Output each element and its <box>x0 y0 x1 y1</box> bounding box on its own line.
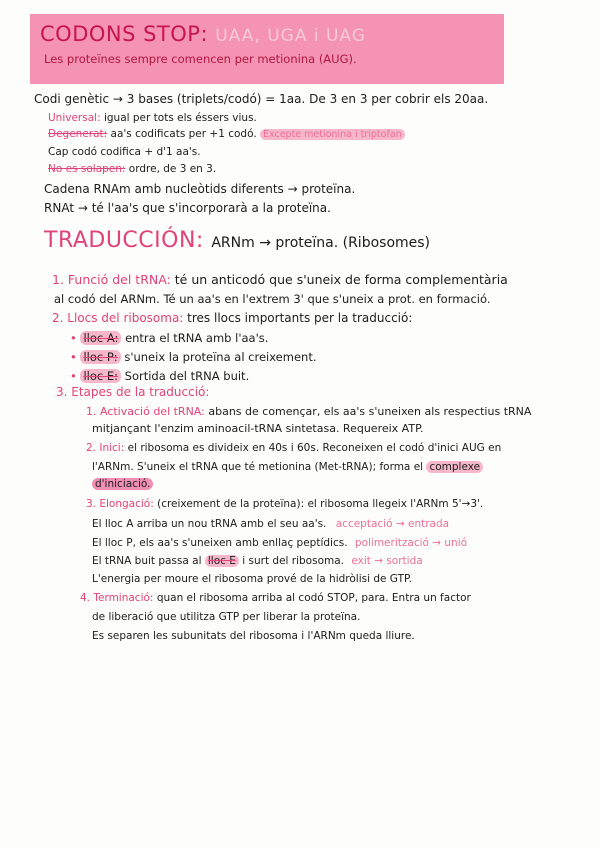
cadena-line: Cadena RNAm amb nucleòtids diferents → proteïna. <box>44 182 356 196</box>
solapen-line <box>48 163 216 176</box>
degenerat-label: Degenerat: <box>48 128 108 140</box>
s2-line <box>52 311 412 326</box>
title-banner <box>30 14 504 84</box>
s2-label: 2. Llocs del ribosoma: <box>52 311 184 325</box>
banner-title-text: CODONS STOP: <box>40 22 209 46</box>
inici-text1: el ribosoma es divideix en 40s i 60s. Reconeixen el codó d'inici AUG en <box>127 442 502 454</box>
solapen-label: No es solapen: <box>48 163 126 175</box>
s1-line2: al codó del ARNm. Té un aa's en l'extrem 3' que s'uneix a prot. en formació. <box>54 292 491 306</box>
lloc-e-text: Sortida del tRNA buit. <box>124 369 250 383</box>
elongacio-label: 3. Elongació: <box>86 498 154 510</box>
lloc-p-text: s'uneix la proteïna al creixement. <box>124 350 317 364</box>
traduccio-rest: ARNm → proteïna. (Ribosomes) <box>211 235 431 251</box>
lloc-a-text: entra el tRNA amb l'aa's. <box>125 331 269 345</box>
traduccio-heading <box>44 228 430 253</box>
activacio-label: 1. Activació del tRNA: <box>86 405 205 418</box>
bullet-icon: • <box>70 331 77 345</box>
codi-line: Codi genètic → 3 bases (triplets/codó) = 1aa. De 3 en 3 per cobrir els 20aa. <box>34 92 489 106</box>
lloc-p-label: lloc P: <box>80 350 120 364</box>
elongacio-e-note: exit → sortida <box>351 555 423 567</box>
s1-line1 <box>52 272 508 288</box>
inici-text2: l'ARNm. S'uneix el tRNA que té metionina (Met-tRNA); forma el <box>92 461 424 473</box>
lloc-e-label: lloc E: <box>80 369 121 383</box>
terminacio-line1 <box>80 592 471 605</box>
elongacio-e-post: i surt del ribosoma. <box>242 555 344 567</box>
inici-iniciacio: d'iniciació. <box>92 478 153 490</box>
degenerat-note: Excepte metionina i triptofan <box>260 129 405 140</box>
lloc-p-line <box>70 350 317 364</box>
elongacio-a-note: acceptació → entrada <box>335 518 450 530</box>
elongacio-energia: L'energia per moure el ribosoma prové de la hidròlisi de GTP. <box>92 573 413 585</box>
degenerat-text: aa's codificats per +1 codó. <box>110 128 257 140</box>
elongacio-e-lloc: lloc E <box>205 555 239 567</box>
s1-label: 1. Funció del tRNA: <box>52 272 171 287</box>
solapen-text: ordre, de 3 en 3. <box>128 163 217 175</box>
universal-text: igual per tots els éssers vius. <box>103 112 257 124</box>
activacio-line1 <box>86 405 531 419</box>
s1-text1: té un anticodó que s'uneix de forma complementària <box>174 272 508 287</box>
lloc-a-line <box>70 331 268 345</box>
terminacio-text1: quan el ribosoma arriba al codó STOP, para. Entra un factor <box>156 592 471 604</box>
elongacio-lloc-p <box>92 537 467 550</box>
elongacio-a-text: El lloc A arriba un nou tRNA amb el seu aa's. <box>92 518 327 530</box>
elongacio-line1 <box>86 498 483 511</box>
bullet-icon: • <box>70 369 77 383</box>
elongacio-e-pre: El tRNA buit passa al <box>92 555 202 567</box>
elongacio-p-note: polimerització → unió <box>354 537 468 549</box>
activacio-text1: abans de començar, els aa's s'uneixen als respectius tRNA <box>208 405 532 418</box>
bullet-icon: • <box>70 350 77 364</box>
cap-line: Cap codó codifica + d'1 aa's. <box>48 146 201 158</box>
banner-subtitle: Les proteïnes sempre comencen per metionina (AUG). <box>44 52 357 66</box>
inici-line3 <box>92 478 153 491</box>
banner-stop-codes: UAA, UGA i UAG <box>215 26 366 46</box>
terminacio-line2: de liberació que utilitza GTP per liberar la proteïna. <box>92 611 361 623</box>
lloc-a-label: lloc A: <box>80 331 121 345</box>
inici-line1 <box>86 442 501 455</box>
elongacio-p-text: El lloc P, els aa's s'uneixen amb enllaç peptídics. <box>92 537 348 549</box>
traduccio-title: TRADUCCIÓN: <box>44 228 204 253</box>
inici-complex: complexe <box>426 461 483 473</box>
degenerat-line <box>48 128 405 141</box>
terminacio-line3: Es separen les subunitats del ribosoma i l'ARNm queda lliure. <box>92 630 415 642</box>
s3-label: 3. Etapes de la traducció: <box>56 385 210 399</box>
s2-intro: tres llocs importants per la traducció: <box>187 311 413 325</box>
rnat-line: RNAt → té l'aa's que s'incorporarà a la proteïna. <box>44 201 331 215</box>
inici-line2 <box>92 461 483 474</box>
universal-label: Universal: <box>48 112 101 124</box>
activacio-line2: mitjançant l'enzim aminoacil-tRNA sintetasa. Requereix ATP. <box>92 422 424 435</box>
banner-title <box>40 22 366 46</box>
elongacio-lloc-a <box>92 518 449 531</box>
lloc-e-line <box>70 369 249 383</box>
elongacio-text1: (creixement de la proteïna): el ribosoma llegeix l'ARNm 5'→3'. <box>157 498 484 510</box>
terminacio-label: 4. Terminació: <box>80 592 154 604</box>
universal-line <box>48 112 257 125</box>
inici-label: 2. Inici: <box>86 442 125 454</box>
elongacio-lloc-e <box>92 555 423 568</box>
